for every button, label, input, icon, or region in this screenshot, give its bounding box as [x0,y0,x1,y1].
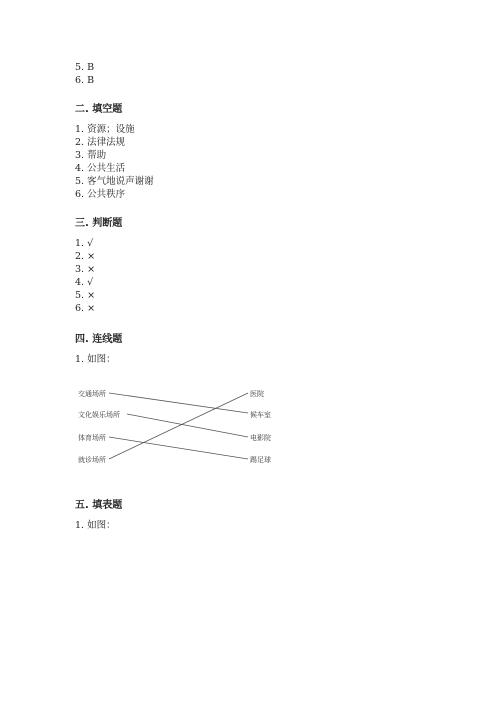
answer-line: 1. √ [75,238,94,249]
answer-line: 2. 法律法规 [75,137,126,148]
answer-line: 4. √ [75,277,94,288]
section-title-fill-blank: 二. 填空题 [75,104,123,115]
answer-line: 6. B [75,75,95,86]
right-label: 候车室 [250,411,271,419]
answer-line: 1. 资源；设施 [75,124,135,135]
right-label: 电影院 [250,434,271,442]
section-title-fill-table: 五. 填表题 [75,500,123,511]
answer-line: 5. 客气地说声谢谢 [75,176,154,187]
left-label: 体育场所 [78,434,106,442]
figure-note: 1. 如图： [75,520,116,531]
right-label: 踢足球 [250,456,271,464]
answer-line: 6. 公共秩序 [75,189,126,200]
left-label: 就诊场所 [78,456,106,464]
left-label: 文化娱乐场所 [78,411,120,419]
right-label: 医院 [250,390,264,398]
answer-line: 5. × [75,290,96,301]
figure-note: 1. 如图： [75,354,116,365]
answer-line: 4. 公共生活 [75,163,126,174]
section-title-judgement: 三. 判断题 [75,218,123,229]
answer-line: 3. 帮助 [75,150,107,161]
answer-line: 6. × [75,303,96,314]
answer-line: 5. B [75,62,95,73]
left-label: 交通场所 [78,390,106,398]
connector-line [127,414,248,437]
answer-line: 2. × [75,251,96,262]
section-title-matching: 四. 连线题 [75,334,123,345]
connector-line [109,437,248,459]
answer-line: 3. × [75,264,96,275]
